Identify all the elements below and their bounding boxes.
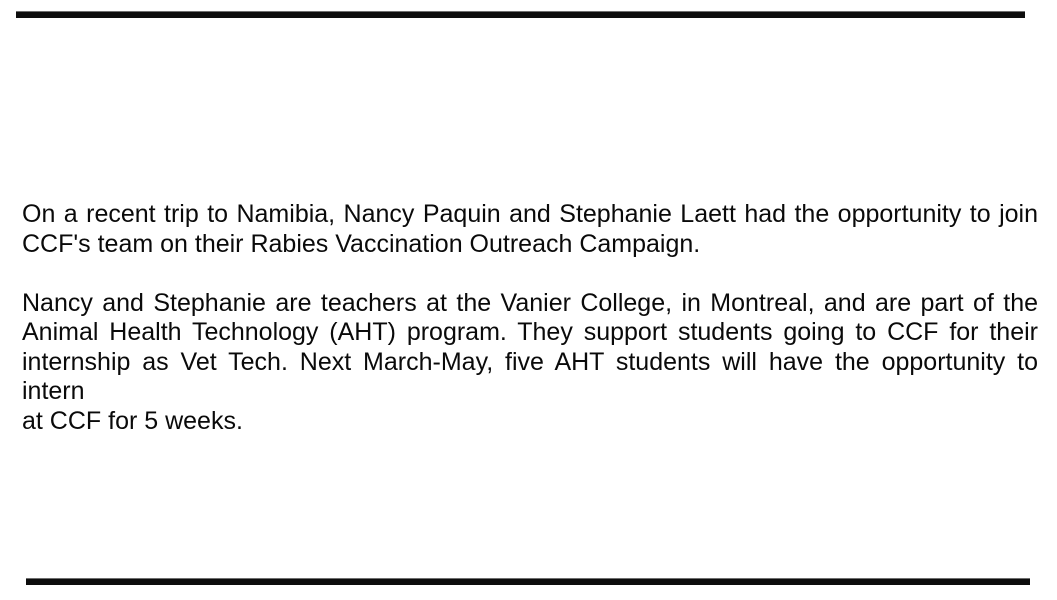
bottom-horizontal-rule	[26, 578, 1030, 585]
paragraph-line: Animal Health Technology (AHT) program. They support students going to CCF for their	[22, 318, 1038, 346]
paragraph-line: Nancy and Stephanie are teachers at the Vanier College, in Montreal, and are part of the	[22, 288, 1038, 317]
paragraph-line: internship as Vet Tech. Next March-May, five AHT students will have the opportunity to intern	[22, 347, 1038, 405]
paragraph-teachers-info	[22, 289, 1038, 437]
paragraph-trip-intro	[22, 200, 1038, 259]
article-text	[22, 200, 1038, 436]
paragraph-line: On a recent trip to Namibia, Nancy Paquin and Stephanie Laett had the opportunity to join	[22, 200, 1038, 228]
paragraph-line: CCF's team on their Rabies Vaccination Outreach Campaign.	[22, 229, 701, 258]
paragraph-line: at CCF for 5 weeks.	[22, 406, 243, 435]
top-horizontal-rule	[16, 11, 1025, 18]
